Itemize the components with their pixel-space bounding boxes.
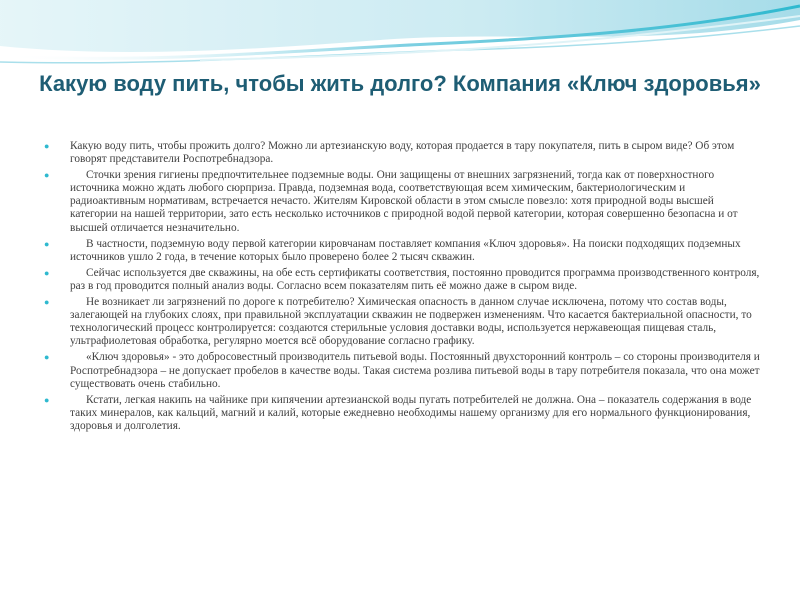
list-item bbox=[44, 238, 760, 264]
list-item bbox=[44, 140, 760, 166]
paragraph-text: «Ключ здоровья» - это добросовестный производитель питьевой воды. Постоянный двухсторонний контроль – со стороны производителя и Роспотребнадзора – не допускает пробелов в качестве воды. Такая система розлива питьевой воды в тару потребителя показала, что она может существовать очень стабильно. bbox=[70, 351, 760, 390]
round-bullet-icon: ● bbox=[44, 394, 50, 405]
paragraph-text: Сточки зрения гигиены предпочтительнее подземные воды. Они защищены от внешних загрязнений, тогда как от поверхностного источника можно ждать любого сюрприза. Правда, подземная вода, соответствующая всем химическим, бактериологическим и радиоактивным нормативам, встречается нечасто. Жителям Кировской области в этом смысле повезло: хотя природной воды высшей категории на нашей территории, зато есть несколько источников с природной водой первой категории, которая совершенно безопасна и от высшей отличается незначительно. bbox=[70, 169, 738, 234]
list-item bbox=[44, 351, 760, 390]
paragraph-text: Сейчас используется две скважины, на обе есть сертификаты соответствия, постоянно проводится программа производственного контроля, раз в год проводится полный анализ воды. Согласно всем показателям пить её можно даже в сыром виде. bbox=[70, 266, 760, 292]
list-item bbox=[44, 267, 760, 293]
round-bullet-icon: ● bbox=[44, 238, 50, 249]
list-item bbox=[44, 394, 760, 433]
list-item bbox=[44, 169, 760, 234]
round-bullet-icon: ● bbox=[44, 297, 50, 308]
bullet-list bbox=[44, 140, 760, 436]
paragraph-text: В частности, подземную воду первой категории кировчанам поставляет компания «Ключ здоровья». На поиски подходящих подземных источников ушло 2 года, в течение которых было проверено более 2 тысяч скважин. bbox=[70, 237, 741, 263]
paragraph-text: Какую воду пить, чтобы прожить долго? Можно ли артезианскую воду, которая продается в тару покупателя, пить в сыром виде? Об этом говорят представители Роспотребнадзора. bbox=[70, 140, 735, 166]
round-bullet-icon: ● bbox=[44, 141, 50, 151]
round-bullet-icon: ● bbox=[44, 352, 50, 363]
round-bullet-icon: ● bbox=[44, 170, 50, 181]
decorative-wave-header bbox=[0, 0, 800, 70]
list-item bbox=[44, 296, 760, 348]
paragraph-text: Кстати, легкая накипь на чайнике при кипячении артезианской воды пугать потребителей не должна. Она – показатель содержания в воде таких минералов, как кальций, магний и калий, которые ежедневно необходимы нашему организму для его нормального функционирования, здоровья и долголетия. bbox=[70, 393, 752, 432]
round-bullet-icon: ● bbox=[44, 267, 50, 278]
paragraph-text: Не возникает ли загрязнений по дороге к потребителю? Химическая опасность в данном случае исключена, потому что состав воды, залегающей на глубоких слоях, при правильной эксплуатации скважин не подвержен изменениям. Что касается бактериальной опасности, то технологический процесс контролируется: создаются стерильные условия доставки воды, используется нержавеющая пищевая сталь, ультрафиолетовая обработка, регулярно моется всё оборудование согласно графику. bbox=[70, 296, 752, 348]
slide-title: Какую воду пить, чтобы жить долго? Компания «Ключ здоровья» bbox=[39, 71, 761, 96]
